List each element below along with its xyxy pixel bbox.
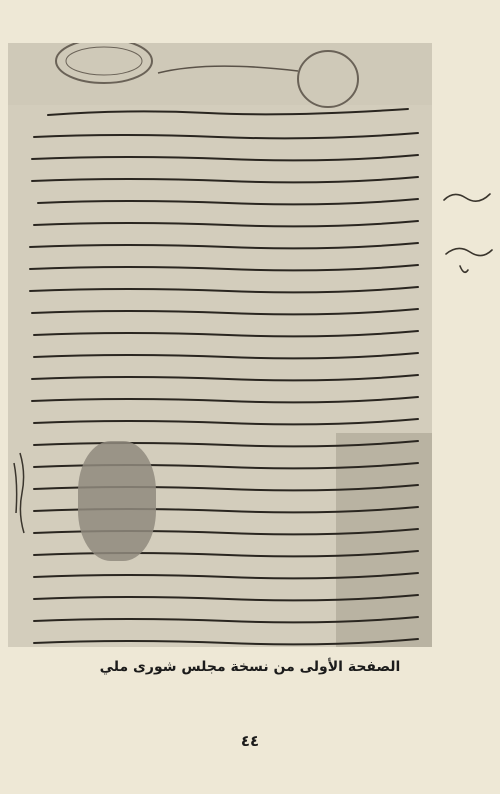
seal-stamp-left-inner [66, 47, 142, 75]
ms-line [34, 221, 418, 226]
ms-line [32, 155, 418, 160]
margin-note-stroke [446, 248, 492, 255]
left-margin-annotation [14, 453, 24, 533]
right-margin-notes [434, 170, 500, 290]
margin-note-stroke [460, 266, 468, 272]
ms-margin-stroke [14, 463, 17, 513]
title-inscription-stroke [158, 66, 298, 73]
ms-line [34, 573, 418, 578]
figure-caption: الصفحة الأولى من نسخة مجلس شورى ملي [99, 659, 401, 675]
ms-line [30, 243, 418, 248]
ms-line [34, 331, 418, 336]
seal-stamp-right [298, 51, 358, 107]
handwritten-text-block [8, 43, 432, 647]
seal-stamp-left [56, 43, 152, 83]
ms-line [30, 265, 418, 270]
ms-line [32, 397, 418, 402]
ms-line [48, 109, 408, 115]
ms-line [34, 353, 418, 358]
ms-line [32, 375, 418, 380]
manuscript-lines [30, 109, 418, 644]
ms-line [32, 309, 418, 314]
ink-blot [78, 441, 156, 561]
ms-line [34, 639, 418, 644]
page-number: ٤٤ [240, 732, 260, 750]
ms-line [32, 177, 418, 182]
manuscript-photograph [8, 43, 432, 647]
margin-note-stroke [444, 194, 490, 201]
ms-margin-stroke [20, 453, 24, 533]
ms-line [34, 419, 418, 424]
ms-line [34, 133, 418, 138]
ms-line [38, 199, 418, 204]
ms-line [34, 441, 418, 446]
ms-line [34, 617, 418, 622]
ms-line [30, 287, 418, 292]
ms-line [34, 595, 418, 600]
